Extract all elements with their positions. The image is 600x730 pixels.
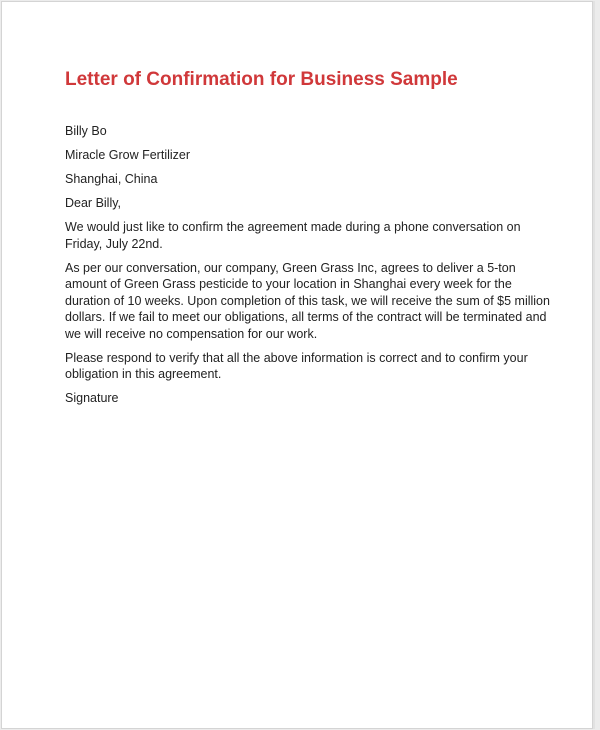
sender-company: Miracle Grow Fertilizer xyxy=(65,148,191,162)
sender-name: Billy Bo xyxy=(65,124,107,138)
paragraph-terms: As per our conversation, our company, Green Grass Inc, agrees to deliver a 5-ton amount of Green Grass pesticide to your location in Shanghai every week for the duration of 10 weeks. Upon completion of this task, we will receive the sum of $5 million dollars. If we fail to meet our obligations, all terms of the contract will be terminated and we will receive no compensation for our work. xyxy=(65,260,550,341)
document-title: Letter of Confirmation for Business Sample xyxy=(65,69,458,90)
paragraph-request: Please respond to verify that all the above information is correct and to confirm your obligation in this agreement. xyxy=(65,350,528,381)
letter-body xyxy=(65,123,550,414)
paragraph-confirmation: We would just like to confirm the agreement made during a phone conversation on Friday, July 22nd. xyxy=(65,220,521,251)
sender-location: Shanghai, China xyxy=(65,172,158,186)
closing-signature: Signature xyxy=(65,391,119,405)
document-page xyxy=(1,1,593,729)
salutation: Dear Billy, xyxy=(65,196,122,210)
